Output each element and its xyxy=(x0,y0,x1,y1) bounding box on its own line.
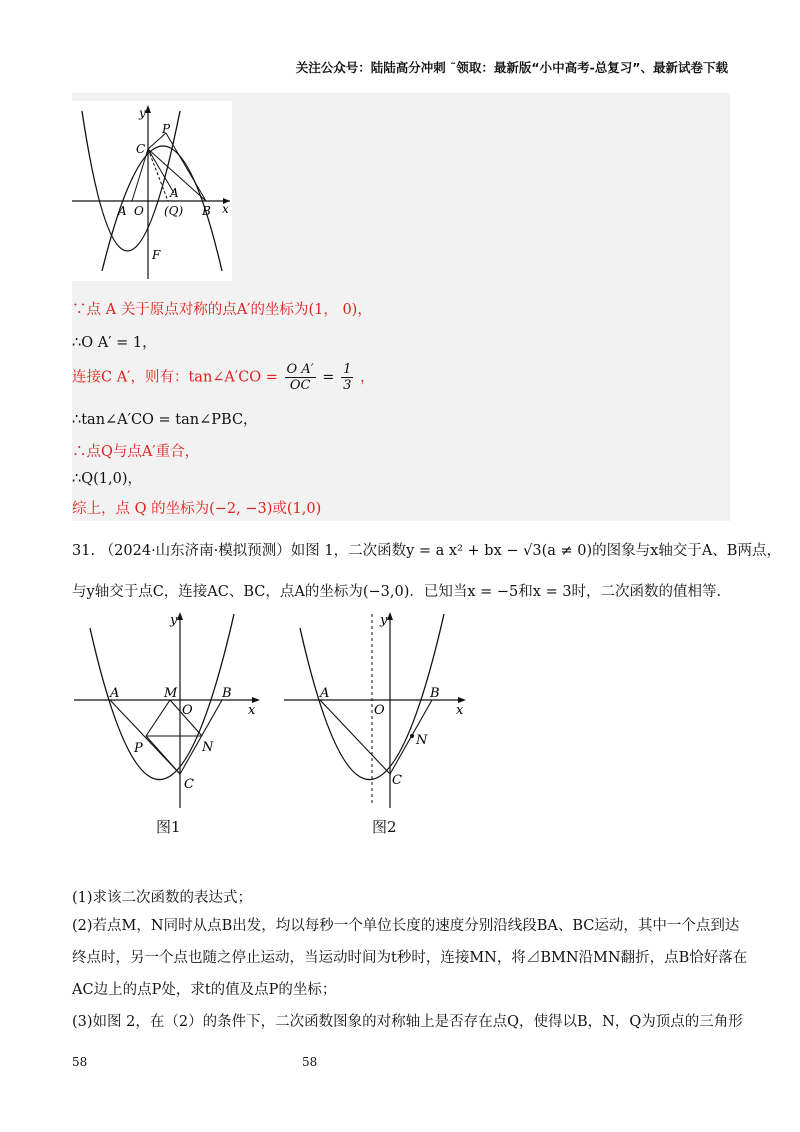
fig1-label-b: B xyxy=(222,686,232,701)
question-line-2: 与y轴交于点C，连接AC、BC，点A的坐标为(−3,0)．已知当x = −5和x = 3时，二次函数的值相等. xyxy=(72,584,722,600)
page-number-left: 58 xyxy=(72,1055,88,1069)
fig-label-p: P xyxy=(162,122,171,136)
fig1-label-n: N xyxy=(202,740,214,755)
fig-label-o: O xyxy=(134,204,144,218)
fig-label-q: (Q) xyxy=(164,204,184,218)
fig1-label-c: C xyxy=(184,777,194,792)
question-part-2c: AC边上的点P处，求t的值及点P的坐标； xyxy=(72,982,337,998)
solution-figure xyxy=(72,101,232,281)
fig1-label-a: A xyxy=(110,686,120,701)
figure-2-caption: 图2 xyxy=(372,818,397,836)
question-part-3: (3)如图 2，在（2）的条件下，二次函数图象的对称轴上是否存在点Q，使得以B，N，Q为顶点的三角形 xyxy=(72,1014,743,1030)
question-line-1: 31. （2024·山东济南·模拟预测）如图 1，二次函数y = a x² + bx − √3(a ≠ 0)的图象与x轴交于A、B两点， xyxy=(72,543,781,559)
solution-line-7: 综上，点 Q 的坐标为(−2, −3)或(1,0) xyxy=(72,501,322,517)
solution-line-1: ∵点 A 关于原点对称的点A′的坐标为(1， 0)， xyxy=(72,302,372,318)
question-part-2b: 终点时，另一个点也随之停止运动，当运动时间为t秒时，连接MN，将⊿BMN沿MN翻折，点B恰好落在 xyxy=(72,950,748,966)
fig2-label-n: N xyxy=(416,733,428,748)
solution-line-6: ∴Q(1,0)， xyxy=(72,471,142,487)
solution-line-4: ∴tan∠A′CO = tan∠PBC， xyxy=(72,412,258,428)
fig2-label-b: B xyxy=(430,686,440,701)
fraction-one-third: $\frac{1}{3}$ xyxy=(343,362,352,393)
figure-1 xyxy=(72,608,262,813)
fig2-label-c: C xyxy=(392,773,402,788)
solution-line-3: 连接C A′，则有：tan∠A′CO = $\frac{\text{O A′}}{OC}$ = $\frac{1}{3}$ ， xyxy=(72,362,375,393)
fig-label-a: A xyxy=(118,204,127,218)
fig2-label-y: y xyxy=(380,613,388,628)
page-header: 关注公众号：陆陆高分冲刺 ˜领取：最新版“小中高考-总复习”、最新试卷下载 xyxy=(295,60,728,75)
solution-line-5: ∴点Q与点A′重合， xyxy=(72,444,200,460)
question-part-1: (1)求该二次函数的表达式； xyxy=(72,890,253,906)
fig1-label-x: x xyxy=(248,703,256,718)
fig-label-x: x xyxy=(222,202,229,216)
fig-label-a-prime: A xyxy=(170,186,179,200)
fig1-label-y: y xyxy=(170,613,178,628)
fig1-label-o: O xyxy=(182,703,193,718)
page-number-center: 58 xyxy=(302,1055,318,1069)
question-part-2a: (2)若点M，N同时从点B出发，均以每秒一个单位长度的速度分别沿线段BA、BC运动，其中一个点到达 xyxy=(72,918,740,934)
figure-2 xyxy=(282,608,472,813)
solution-line-2: ∴O A′ = 1， xyxy=(72,335,157,351)
fig-label-f: F xyxy=(152,248,161,262)
fig2-label-a: A xyxy=(320,686,330,701)
figure-1-caption: 图1 xyxy=(156,818,181,836)
fraction-oa-oc: $\frac{\text{O A′}}{OC}$ xyxy=(286,362,314,393)
fig-label-b: B xyxy=(202,204,211,218)
fig2-label-o: O xyxy=(374,703,385,718)
fig-label-c: C xyxy=(136,142,146,156)
fig-label-y: y xyxy=(139,106,146,120)
fig1-label-m: M xyxy=(164,686,178,701)
fig2-label-x: x xyxy=(456,703,464,718)
solution-line-3-text: 连接C A′，则有：tan∠A′CO = xyxy=(72,369,278,386)
fig1-label-p: P xyxy=(134,741,143,756)
